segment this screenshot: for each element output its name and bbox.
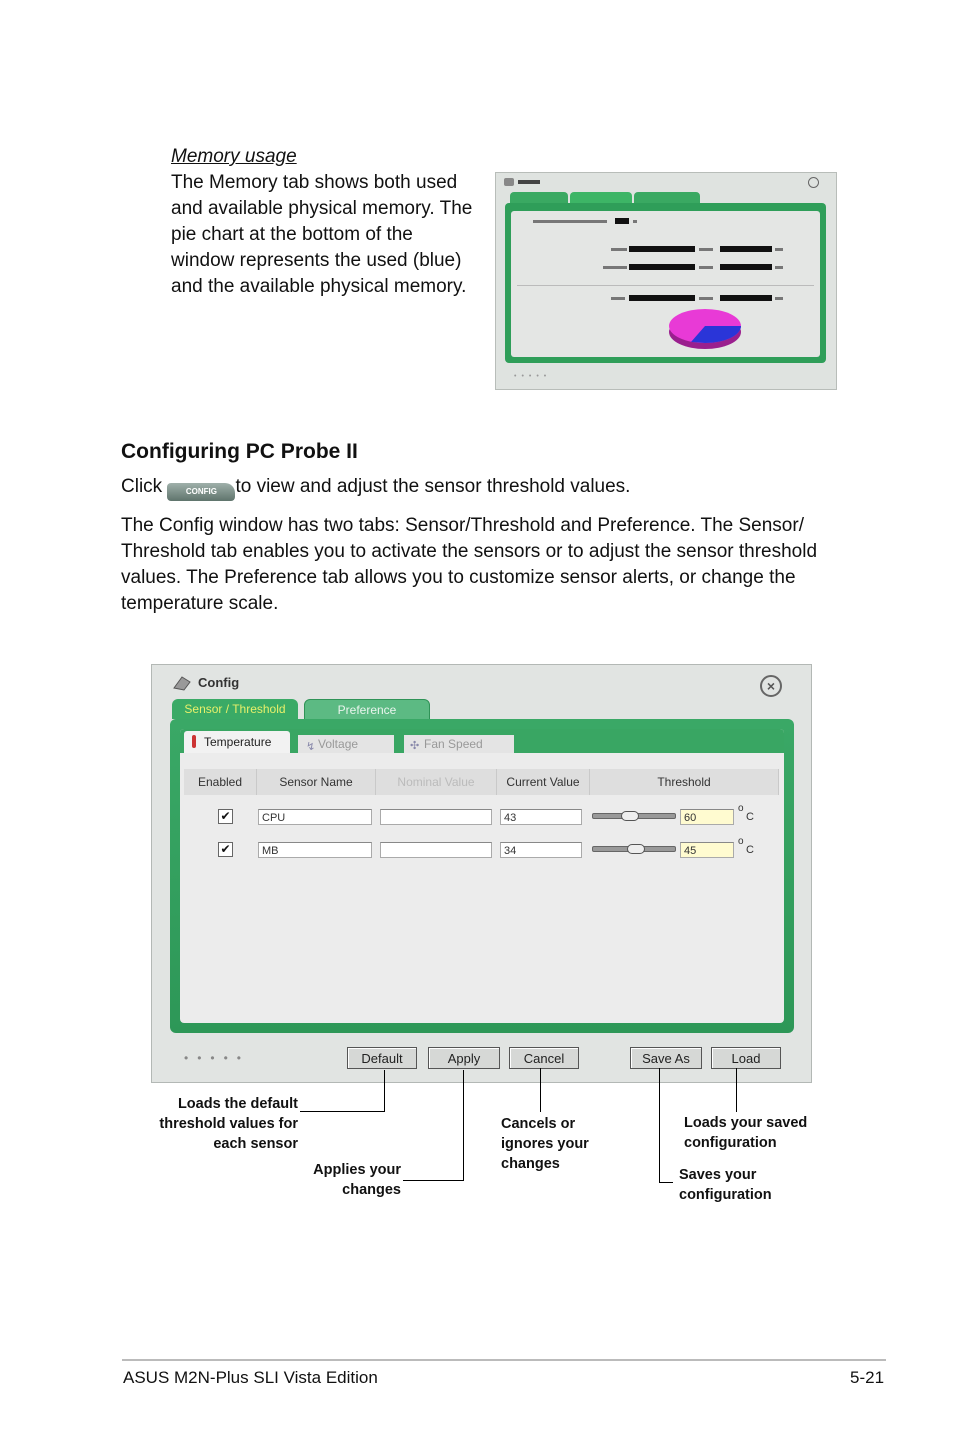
decor-dots: ••••• xyxy=(514,373,552,380)
col-current-value: Current Value xyxy=(497,769,590,795)
callout-apply: Applies your changes xyxy=(313,1162,401,1198)
sensor-name-field[interactable]: CPU xyxy=(258,809,372,825)
callout-line-cancel xyxy=(540,1068,541,1112)
memory-heading: Memory usage xyxy=(171,146,297,167)
callout-line-apply xyxy=(463,1070,464,1181)
subtab-voltage[interactable] xyxy=(298,735,394,753)
temperature-unit: C xyxy=(746,844,754,856)
mini-green-frame xyxy=(505,203,826,363)
callout-line-default-h xyxy=(300,1111,385,1112)
cancel-button[interactable]: Cancel xyxy=(509,1047,579,1069)
callout-default: Loads the default threshold values for each sensor xyxy=(159,1096,298,1152)
enabled-checkbox[interactable]: ✔ xyxy=(218,809,233,824)
window-title: Config xyxy=(198,675,240,690)
close-icon[interactable]: × xyxy=(760,675,782,697)
click-instruction xyxy=(121,474,841,501)
click-prefix: Click xyxy=(121,476,163,497)
click-suffix: to view and adjust the sensor threshold values. xyxy=(235,476,631,497)
callout-line-apply-h xyxy=(403,1180,464,1181)
thermometer-icon xyxy=(192,735,196,748)
save-as-button[interactable]: Save As xyxy=(630,1047,702,1069)
default-button[interactable]: Default xyxy=(347,1047,417,1069)
tab-preference[interactable]: Preference xyxy=(304,699,430,721)
col-nominal-value: Nominal Value xyxy=(376,769,497,795)
threshold-input[interactable]: 60 xyxy=(680,809,734,825)
nominal-value-field xyxy=(380,809,492,825)
slider-handle[interactable] xyxy=(627,844,645,854)
footer-rule xyxy=(122,1359,886,1361)
memory-section xyxy=(171,144,481,300)
apply-button[interactable]: Apply xyxy=(428,1047,500,1069)
callout-line-save-h xyxy=(659,1182,673,1183)
config-window xyxy=(151,664,812,1083)
col-enabled: Enabled xyxy=(184,769,257,795)
section-title: Configuring PC Probe II xyxy=(121,440,358,463)
enabled-checkbox[interactable]: ✔ xyxy=(218,842,233,857)
callout-line-save xyxy=(659,1068,660,1183)
sensor-panel xyxy=(180,729,784,1023)
voltage-icon: ↯ xyxy=(306,741,316,753)
degree-symbol: o xyxy=(738,803,744,814)
app-logo-icon xyxy=(504,178,514,186)
mini-memory-panel xyxy=(511,211,820,357)
slider-handle[interactable] xyxy=(621,811,639,821)
footer-title: ASUS M2N-Plus SLI Vista Edition xyxy=(123,1368,378,1387)
fan-icon: ✣ xyxy=(410,740,420,752)
col-sensor-name: Sensor Name xyxy=(257,769,376,795)
degree-symbol: o xyxy=(738,836,744,847)
callout-save: Saves your configuration xyxy=(679,1167,772,1203)
col-threshold: Threshold xyxy=(590,769,779,795)
sensor-name-field[interactable]: MB xyxy=(258,842,372,858)
memory-usage-screenshot xyxy=(495,172,837,390)
callout-line-default xyxy=(384,1070,385,1112)
memory-description: The Memory tab shows both used and available physical memory. The pie chart at the bottom of the window represents the used (blue) and the available physical memory. xyxy=(171,172,473,297)
load-button[interactable]: Load xyxy=(711,1047,781,1069)
window-title-bar xyxy=(518,180,540,184)
config-button-icon: CONFIG xyxy=(167,483,235,501)
config-description: The Config window has two tabs: Sensor/Threshold and Preference. The Sensor/ Threshold tab enables you to activate the sensors or to adjust the sensor threshold values. The Preference tab allows you to customize sensor alerts, or change the temperature scale. xyxy=(121,515,818,614)
tab-sensor-threshold[interactable]: Sensor / Threshold xyxy=(172,699,298,719)
subtab-fan-speed[interactable] xyxy=(404,735,514,753)
subtab-fan-speed-label: Fan Speed xyxy=(424,737,483,751)
callout-line-load xyxy=(736,1068,737,1112)
threshold-input[interactable]: 45 xyxy=(680,842,734,858)
subtab-temperature[interactable] xyxy=(184,731,290,753)
current-value-field: 43 xyxy=(500,809,582,825)
nominal-value-field xyxy=(380,842,492,858)
page-number: 5-21 xyxy=(850,1368,885,1387)
callout-cancel: Cancels or ignores your changes xyxy=(501,1116,589,1172)
subtab-voltage-label: Voltage xyxy=(318,737,359,751)
temperature-unit: C xyxy=(746,811,754,823)
current-value-field: 34 xyxy=(500,842,582,858)
subtab-temperature-label: Temperature xyxy=(204,735,272,749)
close-icon xyxy=(808,177,819,188)
decor-dots: ••••• xyxy=(184,1051,251,1065)
app-logo-icon xyxy=(172,674,192,692)
memory-pie-chart xyxy=(667,306,743,352)
callout-load: Loads your saved configuration xyxy=(684,1115,808,1151)
